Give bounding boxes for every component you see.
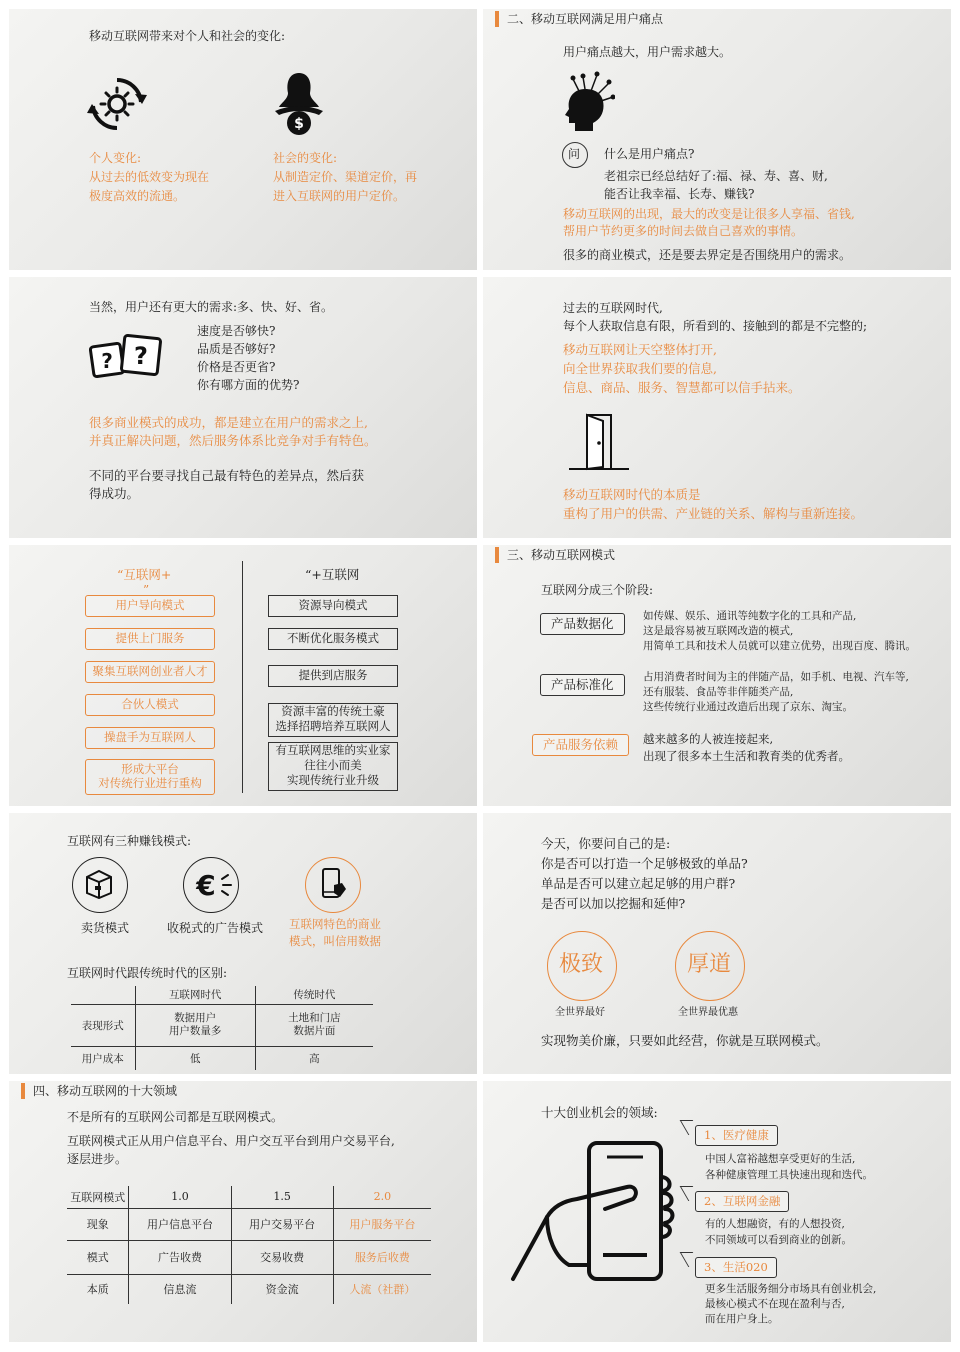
section-heading: 二、移动互联网满足用户痛点 (495, 11, 663, 27)
table-header: 1.0 (129, 1186, 231, 1208)
table-cell: 用户服务平台 (333, 1208, 431, 1240)
table-cell: 人流（社群） (349, 1283, 416, 1297)
highlight-line: 并真正解决问题，然后服务体系比竞争对手有特色。 (89, 433, 377, 448)
internet-plus-item: 用户导向模式 (85, 595, 215, 617)
table-row-label: 表现形式 (71, 1004, 135, 1046)
internet-plus-item: 聚集互联网创业者人才 (85, 661, 215, 683)
internet-plus-item (85, 759, 215, 795)
item-line: 往往小而美 (304, 758, 362, 772)
text-line: 单品是否可以建立起足够的用户群? (541, 876, 736, 891)
slide-title: 十大创业机会的领域: (541, 1105, 658, 1120)
table-cell (135, 1004, 255, 1046)
model-label: 互联网特色的商业 (289, 917, 381, 931)
stage-desc: 用简单工具和技术人员就可以建立优势，出现百度、腾讯。 (643, 640, 916, 652)
model-label: 卖货模式 (81, 921, 130, 935)
slide-profit-models (9, 813, 477, 1074)
table-row-label: 用户成本 (71, 1046, 135, 1070)
question-badge-label: 问 (568, 147, 581, 161)
slide-mobile-internet-essence (483, 277, 951, 538)
cell-line: 用户数量多 (168, 1025, 222, 1037)
opportunity-desc: 有的人想融资，有的人想投资, (705, 1218, 845, 1230)
slide-mobile-internet-modes (483, 545, 951, 806)
euro-icon (190, 865, 234, 905)
item-line: 有互联网思维的实业家 (275, 743, 391, 757)
plus-internet-item (268, 742, 398, 791)
slide-more-needs (9, 277, 477, 538)
text-line: 不是所有的互联网公司都是互联网模式。 (67, 1110, 284, 1124)
model-evolution-table (67, 1186, 431, 1304)
text-line: 互联网模式正从用户信息平台、用户交互平台到用户交易平台, (67, 1134, 395, 1148)
table-cell: 高 (309, 1052, 320, 1065)
internet-plus-item: 提供上门服务 (85, 628, 215, 650)
plus-internet-item: 提供到店服务 (268, 665, 398, 687)
table-row-label: 本质 (67, 1274, 129, 1304)
personal-change-line: 极度高效的流通。 (89, 189, 186, 203)
stage-tag: 产品服务依赖 (532, 734, 629, 756)
extreme-label: 极致 (559, 952, 604, 977)
table-cell: 资金流 (231, 1274, 333, 1304)
slide-ten-domains (9, 1081, 477, 1342)
extreme-caption: 全世界最好 (555, 1007, 605, 1018)
table-title: 互联网时代跟传统时代的区别: (67, 966, 228, 980)
personal-change-line: 从过去的低效变为现在 (89, 170, 210, 184)
table-cell: 用户信息平台 (129, 1208, 231, 1240)
opportunity-desc: 中国人富裕越想享受更好的生活, (705, 1153, 856, 1165)
stage-tag: 产品标准化 (540, 674, 625, 696)
slide-title: 互联网分成三个阶段: (541, 583, 654, 597)
text-line: 过去的互联网时代, (563, 301, 663, 315)
table-cell: 广告收费 (129, 1240, 231, 1274)
highlight-line: 移动互联网让天空整体打开, (563, 342, 717, 357)
highlight-line: 移动互联网时代的本质是 (563, 487, 701, 502)
model-label: 模式，叫信用数据 (289, 934, 381, 948)
internet-plus-quote: ” (143, 583, 150, 597)
text-line: 每个人获取信息有限，所看到的、接触到的都是不完整的; (563, 319, 868, 333)
slide-title: 移动互联网带来对个人和社会的变化: (89, 29, 286, 43)
social-change-head: 社会的变化: (273, 151, 338, 165)
phone-touch-icon (320, 867, 348, 901)
text-line: 逐层进步。 (67, 1152, 128, 1166)
personal-change-head: 个人变化: (89, 151, 142, 165)
opportunity-label: 1、医疗健康 (695, 1125, 778, 1146)
highlight-line: 很多商业模式的成功，都是建立在用户的需求之上, (89, 415, 368, 430)
question-dice-icon (89, 333, 165, 381)
text-line: 用户痛点越大，用户需求越大。 (563, 45, 732, 59)
slide-title: 互联网有三种赚钱模式: (67, 834, 192, 848)
item-line: 资源丰富的传统土豪 (281, 704, 385, 718)
section-heading: 三、移动互联网模式 (495, 547, 615, 563)
question-line: 你有哪方面的优势? (197, 378, 300, 392)
stage-desc: 越来越多的人被连接起来, (643, 732, 774, 746)
kind-label: 厚道 (687, 952, 732, 977)
text-line: 不同的平台要寻找自己最有特色的差异点，然后获 (89, 468, 365, 483)
cell-line: 土地和门店 (288, 1012, 341, 1024)
text-line: 实现物美价廉，只要如此经营，你就是互联网模式。 (541, 1033, 829, 1048)
table-row-label: 现象 (67, 1208, 129, 1240)
plus-internet-item: 资源导向模式 (268, 595, 398, 617)
model-label: 收税式的广告模式 (167, 921, 264, 935)
stage-desc: 这是最容易被互联网改造的模式, (643, 625, 794, 637)
table-cell: 低 (135, 1046, 255, 1070)
table-row-label: 模式 (67, 1240, 129, 1274)
highlight-line: 帮用户节约更多的时间去做自己喜欢的事情。 (563, 224, 804, 238)
opportunity-desc: 最核心模式不在现在盈利与否, (705, 1298, 845, 1310)
item-line: 形成大平台 (121, 762, 179, 776)
box-icon (85, 869, 113, 899)
question-text: 什么是用户痛点? (604, 147, 695, 161)
answer-line: 老祖宗已经总结好了:福、禄、寿、喜、财, (604, 169, 828, 183)
text-line: 今天，你要问自己的是: (541, 836, 671, 851)
table-cell: 交易收费 (231, 1240, 333, 1274)
opportunity-desc: 而在用户身上。 (705, 1313, 779, 1325)
opportunity-desc: 更多生活服务细分市场具有创业机会, (705, 1283, 877, 1295)
stage-desc: 出现了很多本土生活和教育类的优秀者。 (643, 749, 850, 763)
question-line: 价格是否更省? (197, 360, 276, 374)
svg-text:$: $ (294, 116, 304, 132)
table-cell: 用户交易平台 (231, 1208, 333, 1240)
table-cell: 服务后收费 (333, 1240, 431, 1274)
stage-desc: 如传媒、娱乐、通讯等纯数字化的工具和产品, (643, 610, 857, 622)
opportunity-desc: 不同领域可以看到商业的创新。 (705, 1234, 852, 1246)
plus-internet-title: “+互联网 (305, 567, 360, 582)
cell-line: 数据片面 (293, 1025, 336, 1037)
slide-user-pain-points (483, 9, 951, 270)
text-line: 得成功。 (89, 486, 140, 501)
svg-text:?: ? (101, 349, 113, 373)
highlight-line: 重构了用户的供需、产业链的关系、解构与重新连接。 (563, 506, 864, 521)
plus-internet-item (268, 703, 398, 737)
table-header: 2.0 (333, 1186, 431, 1208)
table-header: 互联网时代 (135, 986, 255, 1004)
slide-startup-opportunities (483, 1081, 951, 1342)
stage-desc: 还有服装、食品等非伴随类产品, (643, 686, 794, 698)
stage-desc: 占用消费者时间为主的伴随产品，如手机、电视、汽车等, (643, 671, 909, 683)
text-line: 你是否可以打造一个足够极致的单品? (541, 856, 748, 871)
table-header: 1.5 (231, 1186, 333, 1208)
stage-tag: 产品数据化 (540, 613, 625, 635)
head-circuit-icon (563, 71, 615, 133)
sun-cycle-icon (87, 74, 147, 134)
plus-internet-item: 不断优化服务模式 (268, 628, 398, 650)
stage-desc: 这些传统行业通过改造后出现了京东、淘宝。 (643, 701, 853, 713)
section-heading: 四、移动互联网的十大领域 (21, 1083, 177, 1099)
slide-internet-plus-compare (9, 545, 477, 806)
question-line: 速度是否够快? (197, 324, 276, 338)
slide-single-product (483, 813, 951, 1074)
internet-plus-title: “互联网+ (117, 567, 172, 582)
social-change-line: 从制造定价、渠道定价，再 (273, 170, 418, 184)
social-change-line: 进入互联网的用户定价。 (273, 189, 406, 203)
slide-title: 当然，用户还有更大的需求:多、快、好、省。 (89, 300, 334, 314)
kind-caption: 全世界最优惠 (678, 1007, 738, 1018)
cell-line: 数据用户 (174, 1012, 217, 1024)
table-header: 互联网模式 (67, 1186, 129, 1208)
internet-plus-item: 操盘手为互联网人 (85, 727, 215, 749)
compare-table (71, 986, 373, 1070)
text-line: 是否可以加以挖掘和延伸? (541, 896, 686, 911)
open-door-icon (567, 409, 631, 473)
money-bag-icon (271, 71, 327, 137)
column-divider (242, 561, 243, 793)
answer-line: 能否让我幸福、长寿、赚钱? (604, 187, 755, 201)
item-line: 选择招聘培养互联网人 (275, 719, 391, 733)
opportunity-label: 3、生活020 (695, 1257, 777, 1278)
highlight-line: 向全世界获取我们要的信息, (563, 361, 717, 376)
svg-text:€: € (196, 869, 216, 902)
table-cell: 信息流 (129, 1274, 231, 1304)
opportunity-desc: 各种健康管理工具快速出现和迭代。 (705, 1169, 873, 1181)
opportunity-label: 2、互联网金融 (695, 1191, 789, 1212)
internet-plus-item: 合伙人模式 (85, 694, 215, 716)
highlight-line: 移动互联网的出现，最大的改变是让很多人享福、省钱, (563, 207, 855, 221)
item-line: 对传统行业进行重构 (98, 776, 202, 790)
hand-phone-icon (507, 1137, 677, 1287)
question-line: 品质是否够好? (197, 342, 276, 356)
item-line: 实现传统行业升级 (287, 773, 379, 787)
table-cell (71, 986, 135, 1004)
slide-personal-social-change (9, 9, 477, 270)
highlight-line: 信息、商品、服务、智慧都可以信手拈来。 (563, 380, 801, 395)
text-line: 很多的商业模式，还是要去界定是否围绕用户的需求。 (563, 248, 852, 262)
table-cell (255, 1004, 373, 1046)
table-header: 传统时代 (255, 986, 373, 1004)
svg-text:?: ? (134, 342, 148, 370)
